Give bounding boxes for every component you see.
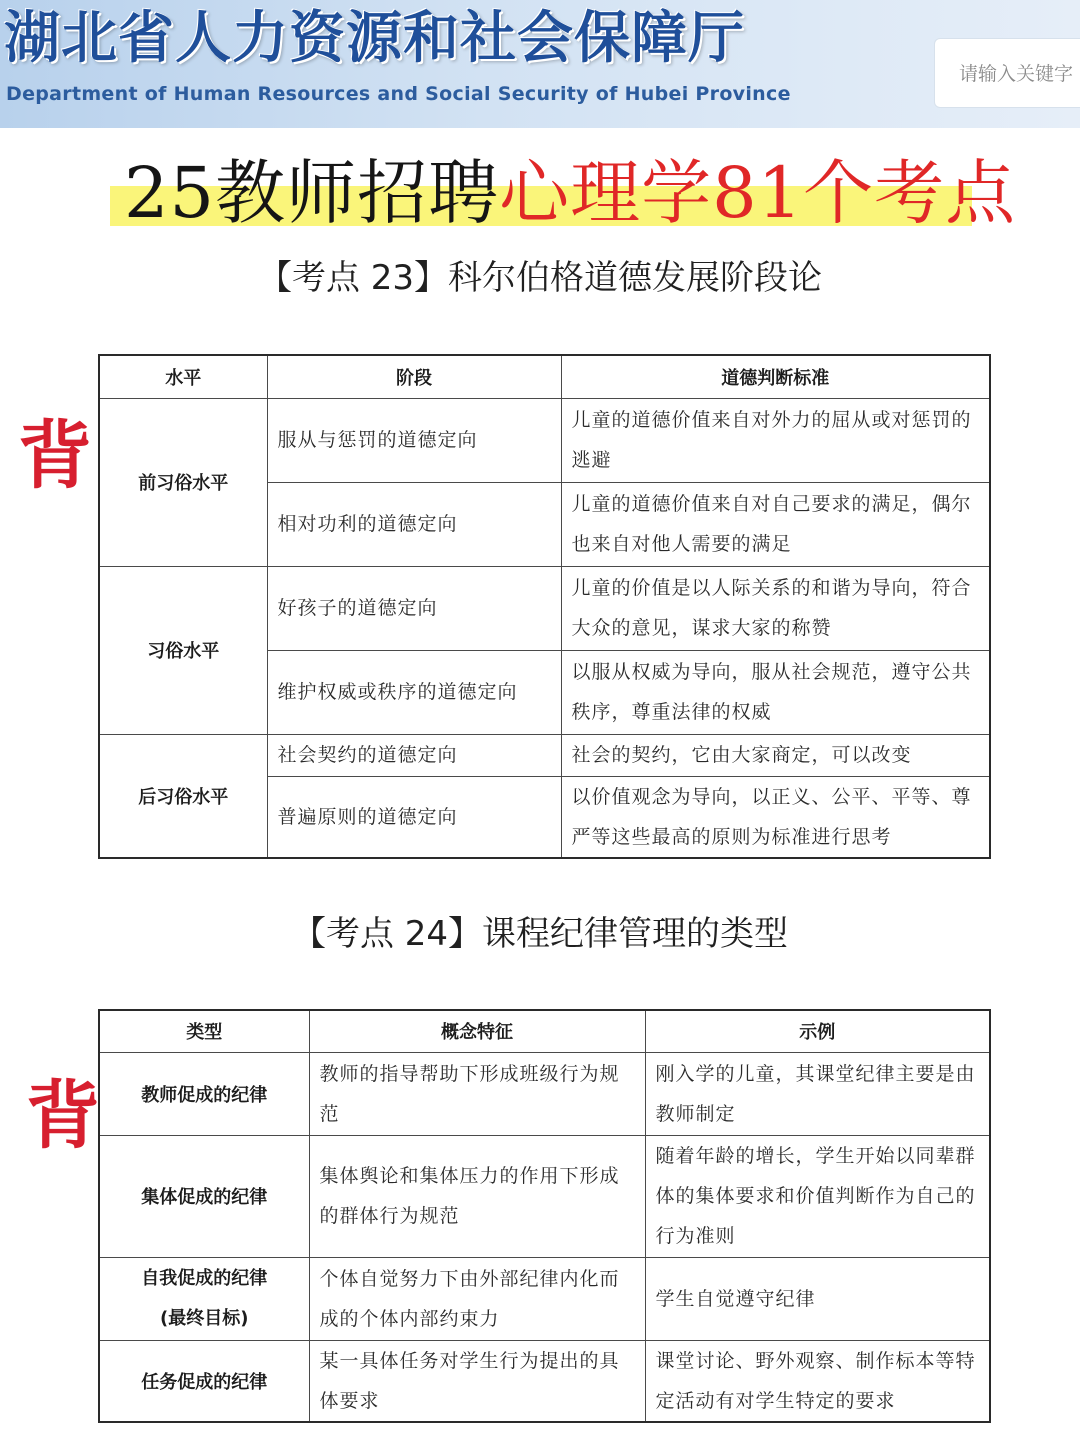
standard-cell: 以价值观念为导向，以正义、公平、平等、尊严等这些最高的原则为标准进行思考	[561, 776, 990, 858]
column-header: 示例	[645, 1010, 990, 1052]
table-header-row	[99, 355, 990, 398]
type-note: (最终目标)	[160, 1307, 249, 1329]
column-header: 道德判断标准	[561, 355, 990, 398]
table-row	[99, 1257, 990, 1340]
site-header-banner	[0, 0, 1080, 128]
site-title: 湖北省人力资源和社会保障厅	[4, 6, 745, 71]
table-row	[99, 1340, 990, 1422]
standard-cell: 社会的契约，它由大家商定，可以改变	[561, 734, 990, 776]
stage-cell: 维护权威或秩序的道德定向	[267, 650, 561, 734]
table-row	[99, 1052, 990, 1135]
feature-cell: 个体自觉努力下由外部纪律内化而成的个体内部约束力	[309, 1257, 645, 1340]
standard-cell: 以服从权威为导向，服从社会规范，遵守公共秩序，尊重法律的权威	[561, 650, 990, 734]
section-heading-24: 【考点 24】课程纪律管理的类型	[291, 914, 789, 954]
table-row	[99, 566, 990, 650]
stage-cell: 相对功利的道德定向	[267, 482, 561, 566]
headline-part-black: 25教师招聘	[124, 152, 500, 234]
stage-cell: 好孩子的道德定向	[267, 566, 561, 650]
kohlberg-table	[98, 354, 991, 859]
type-cell: 任务促成的纪律	[99, 1340, 309, 1422]
headline-text	[124, 148, 1016, 238]
feature-cell: 集体舆论和集体压力的作用下形成的群体行为规范	[309, 1135, 645, 1257]
page-headline	[110, 148, 1017, 238]
level-cell: 习俗水平	[99, 566, 267, 734]
stage-cell: 服从与惩罚的道德定向	[267, 398, 561, 482]
stage-cell: 社会契约的道德定向	[267, 734, 561, 776]
example-cell: 刚入学的儿童，其课堂纪律主要是由教师制定	[645, 1052, 990, 1135]
type-cell: 集体促成的纪律	[99, 1135, 309, 1257]
feature-cell: 教师的指导帮助下形成班级行为规范	[309, 1052, 645, 1135]
memorize-mark: 背	[26, 1073, 100, 1159]
type-cell	[99, 1257, 309, 1340]
section-heading-23: 【考点 23】科尔伯格道德发展阶段论	[257, 258, 823, 298]
feature-cell: 某一具体任务对学生行为提出的具体要求	[309, 1340, 645, 1422]
column-header: 概念特征	[309, 1010, 645, 1052]
standard-cell: 儿童的价值是以人际关系的和谐为导向，符合大众的意见，谋求大家的称赞	[561, 566, 990, 650]
level-cell: 前习俗水平	[99, 398, 267, 566]
table-row	[99, 398, 990, 482]
table-header-row	[99, 1010, 990, 1052]
column-header: 类型	[99, 1010, 309, 1052]
standard-cell: 儿童的道德价值来自对自己要求的满足，偶尔也来自对他人需要的满足	[561, 482, 990, 566]
type-cell: 教师促成的纪律	[99, 1052, 309, 1135]
table-row	[99, 1135, 990, 1257]
example-cell: 课堂讨论、野外观察、制作标本等特定活动有对学生特定的要求	[645, 1340, 990, 1422]
stage-cell: 普遍原则的道德定向	[267, 776, 561, 858]
example-cell: 随着年龄的增长，学生开始以同辈群体的集体要求和价值判断作为自己的行为准则	[645, 1135, 990, 1257]
standard-cell: 儿童的道德价值来自对外力的屈从或对惩罚的逃避	[561, 398, 990, 482]
search-box[interactable]	[934, 38, 1080, 108]
level-cell: 后习俗水平	[99, 734, 267, 858]
site-subtitle: Department of Human Resources and Social Security of Hubei Province	[6, 83, 791, 105]
classroom-discipline-table	[98, 1009, 991, 1423]
search-input[interactable]	[959, 57, 1080, 91]
memorize-mark: 背	[18, 413, 92, 499]
column-header: 水平	[99, 355, 267, 398]
table-row	[99, 734, 990, 776]
column-header: 阶段	[267, 355, 561, 398]
headline-part-red: 心理学81个考点	[499, 152, 1017, 234]
type-name: 自我促成的纪律	[141, 1267, 268, 1289]
example-cell: 学生自觉遵守纪律	[645, 1257, 990, 1340]
